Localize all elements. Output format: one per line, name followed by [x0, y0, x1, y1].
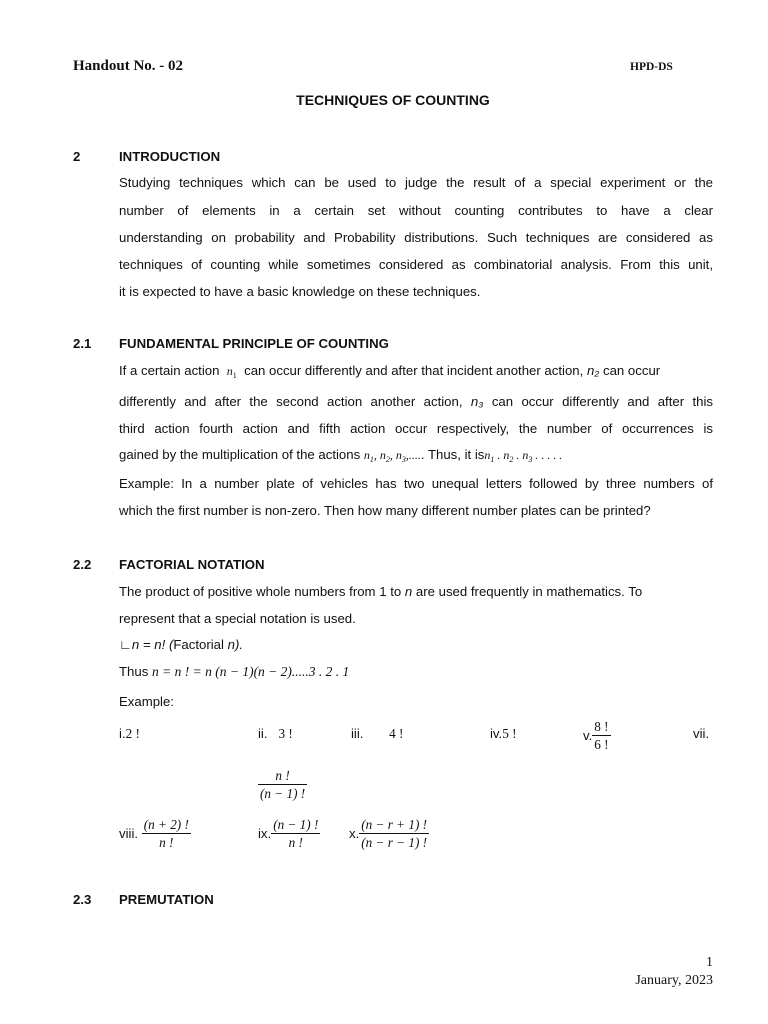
footer-date: January, 2023 [635, 973, 713, 988]
action-product: $n_1$ . $n_2$ . $n_3$ . . . . . [484, 448, 563, 464]
example-item-iii: iii. 4 ! [351, 726, 404, 741]
page-title: TECHNIQUES OF COUNTING [296, 92, 490, 108]
fraction: $\frac{8 !}{6 !}$ [594, 719, 609, 752]
paragraph-line: techniques of counting while sometimes considered as combinatorial analysis. From this unit, [119, 257, 713, 272]
section-heading: PREMUTATION [119, 892, 214, 907]
example-line: which the first number is non-zero. Then how many different number plates can be printed? [119, 503, 651, 518]
section-number: 2.3 [73, 892, 92, 907]
paragraph-line: understanding on probability and Probability distributions. Such techniques are considered as [119, 230, 713, 245]
example-item-viii: viii. $\frac{(n + 2) !}{n !}$ [119, 817, 189, 850]
course-code: HPD-DS [630, 61, 673, 73]
example-item-vii-label: vii. [693, 726, 710, 741]
fraction: $\frac{(n - r + 1) !}{(n - r - 1) !}$ [361, 817, 428, 850]
fraction: $\frac{(n + 2) !}{n !}$ [143, 817, 189, 850]
example-item-iv: iv.5 ! [490, 726, 517, 741]
section-number: 2.2 [73, 557, 92, 572]
section-heading: INTRODUCTION [119, 149, 221, 164]
page-number: 1 [706, 955, 713, 970]
example-item-i: i.2 ! [119, 726, 140, 741]
action-sequence: $n_1$, $n_2$, $n_3$,.... [363, 448, 421, 464]
section-number: 2.1 [73, 336, 92, 351]
paragraph-line: third action fourth action and fifth action occur respectively, the number of occurrences is [119, 421, 713, 436]
example-item-x: x. $\frac{(n - r + 1) !}{(n - r - 1) !}$ [349, 817, 428, 850]
section-heading: FACTORIAL NOTATION [119, 557, 265, 572]
thus-line: Thus n = n ! = n (n − 1)(n − 2).....3 . 2 . 1 [119, 664, 350, 679]
example-item-ii: ii. 3 ! [258, 726, 293, 741]
fraction: $\frac{(n - 1) !}{n !}$ [273, 817, 319, 850]
paragraph-line: number of elements in a certain set without counting contributes to have a clear [119, 203, 713, 218]
example-item-v: v. $\frac{8 !}{6 !}$ [583, 719, 609, 752]
paragraph-line: differently and after the second action another action, n₃ can occur differently and after this [119, 394, 713, 409]
example-item-vii [258, 767, 307, 802]
example-line: Example: In a number plate of vehicles has two unequal letters followed by three numbers of [119, 476, 713, 491]
paragraph-line [119, 363, 713, 380]
paragraph-line: The product of positive whole numbers from 1 to n are used frequently in mathematics. To [119, 584, 643, 599]
example-item-ix: ix. $\frac{(n - 1) !}{n !}$ [258, 817, 319, 850]
section-number: 2 [73, 149, 81, 164]
fraction: $\frac{n !}{(n - 1) !}$ [260, 768, 306, 801]
paragraph-line: it is expected to have a basic knowledge on these techniques. [119, 284, 481, 299]
handout-number: Handout No. - 02 [73, 58, 184, 74]
paragraph-line: gained by the multiplication of the actions $n_1$, $n_2$, $n_3$,..... Thus, it isn$_1$ . $n_2$ . $n_3$ . . . . . [119, 447, 563, 464]
section-heading: FUNDAMENTAL PRINCIPLE OF COUNTING [119, 336, 389, 351]
paragraph-line: Studying techniques which can be used to judge the result of a special experiment or the [119, 175, 713, 190]
paragraph-line: represent that a special notation is used. [119, 611, 356, 626]
text-span: If a certain action $n_1$ can occur differently and after that incident another action, n₂ can occur [119, 363, 661, 380]
factorial-expansion: n = n ! = n (n − 1)(n − 2).....3 . 2 . 1 [152, 664, 350, 679]
example-label: Example: [119, 694, 174, 709]
notation-line: ∟n = n! (Factorial n). [119, 637, 243, 652]
math-n: n [226, 364, 233, 378]
